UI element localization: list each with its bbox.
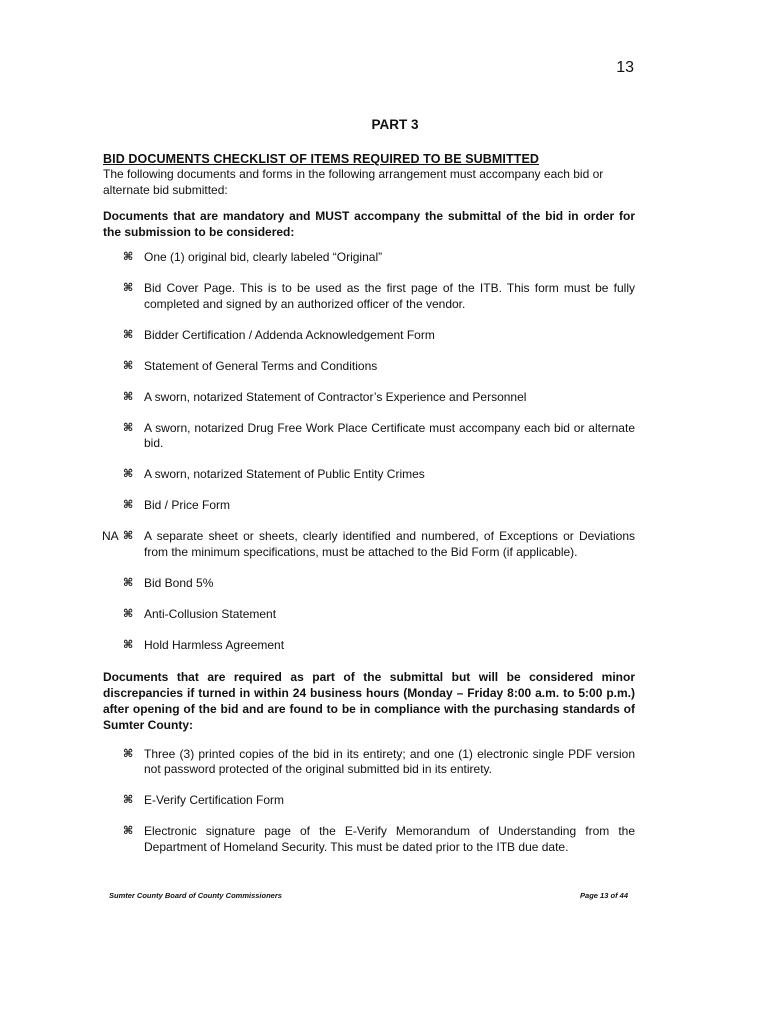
item-text: Three (3) printed copies of the bid in its entirety; and one (1) electronic single PDF version not password protected of the original submitted bid in its entirety. [144,746,635,776]
part-title: PART 3 [371,117,419,132]
checkbox-bullet-icon: ⌘ [123,825,134,837]
item-text: A separate sheet or sheets, clearly identified and numbered, of Exceptions or Deviations from the minimum specifications, must be attached to the Bid Form (if applicable). [144,529,635,559]
checklist-item [103,498,635,514]
item-prefix: NA [102,529,119,543]
item-text: A sworn, notarized Statement of Public Entity Crimes [144,467,425,481]
checklist-item [103,281,635,312]
checklist-item [103,359,635,375]
checkbox-bullet-icon: ⌘ [123,607,134,620]
minor-heading: Documents that are required as part of the submittal but will be considered minor discrepancies if turned in within 24 business hours (Monday – Friday 8:00 a.m. to 5:00 p.m.) after opening of the bid and are found to be in compliance with the purchasing standards of Sumter County: [103,669,635,732]
item-text: A sworn, notarized Drug Free Work Place Certificate must accompany each bid or alternate bid. [144,420,635,450]
checklist-item [103,529,635,560]
item-text: Bidder Certification / Addenda Acknowledgement Form [144,327,435,342]
footer-organization: Sumter County Board of County Commissioners [109,891,282,900]
minor-items-list [103,747,635,856]
item-text: Bid Cover Page. This is to be used as the first page of the ITB. This form must be fully completed and signed by an authorized officer of the vendor. [144,281,635,311]
checklist-item [103,467,635,483]
item-text: Statement of General Terms and Conditions [144,358,378,373]
checklist-heading: BID DOCUMENTS CHECKLIST OF ITEMS REQUIRED TO BE SUBMITTED [103,152,540,166]
checkbox-bullet-icon: ⌘ [123,328,134,341]
checkbox-bullet-icon: ⌘ [123,638,134,651]
checkbox-bullet-icon: ⌘ [123,794,134,806]
checklist-item [103,747,635,778]
checkbox-bullet-icon: ⌘ [123,421,134,434]
checkbox-bullet-icon: ⌘ [123,251,134,263]
footer-page-count: Page 13 of 44 [580,891,628,900]
item-text: E-Verify Certification Form [144,793,285,807]
checkbox-bullet-icon: ⌘ [123,576,134,589]
mandatory-items-list [103,250,635,653]
checklist-item [103,607,635,623]
checkbox-bullet-icon: ⌘ [123,468,134,480]
checkbox-bullet-icon: ⌘ [123,530,134,542]
checkbox-bullet-icon: ⌘ [123,390,134,403]
item-text: A sworn, notarized Statement of Contractor’s Experience and Personnel [144,389,527,404]
checkbox-bullet-icon: ⌘ [123,499,134,511]
checklist-item [103,576,635,592]
checklist-item [103,390,635,406]
item-text: Bid Bond 5% [144,575,214,590]
intro-paragraph: The following documents and forms in the following arrangement must accompany each bid or alternate bid submitted: [103,167,604,197]
mandatory-heading: Documents that are mandatory and MUST accompany the submittal of the bid in order for the submission to be considered: [103,209,635,239]
item-text: One (1) original bid, clearly labeled “Original” [144,250,383,264]
checklist-item [103,824,635,855]
checkbox-bullet-icon: ⌘ [123,747,134,760]
document-body [103,152,635,871]
item-text: Electronic signature page of the E-Verify Memorandum of Understanding from the Department of Homeland Security. This must be dated prior to the ITB due date. [144,824,635,854]
checkbox-bullet-icon: ⌘ [123,282,134,294]
checklist-item [103,421,635,452]
checklist-item [103,793,635,809]
checklist-item [103,250,635,266]
page-number: 13 [616,59,634,76]
item-text: Hold Harmless Agreement [144,637,285,652]
checklist-item [103,638,635,654]
item-text: Anti-Collusion Statement [144,606,277,621]
checklist-item [103,328,635,344]
checkbox-bullet-icon: ⌘ [123,359,134,372]
item-text: Bid / Price Form [144,498,231,512]
